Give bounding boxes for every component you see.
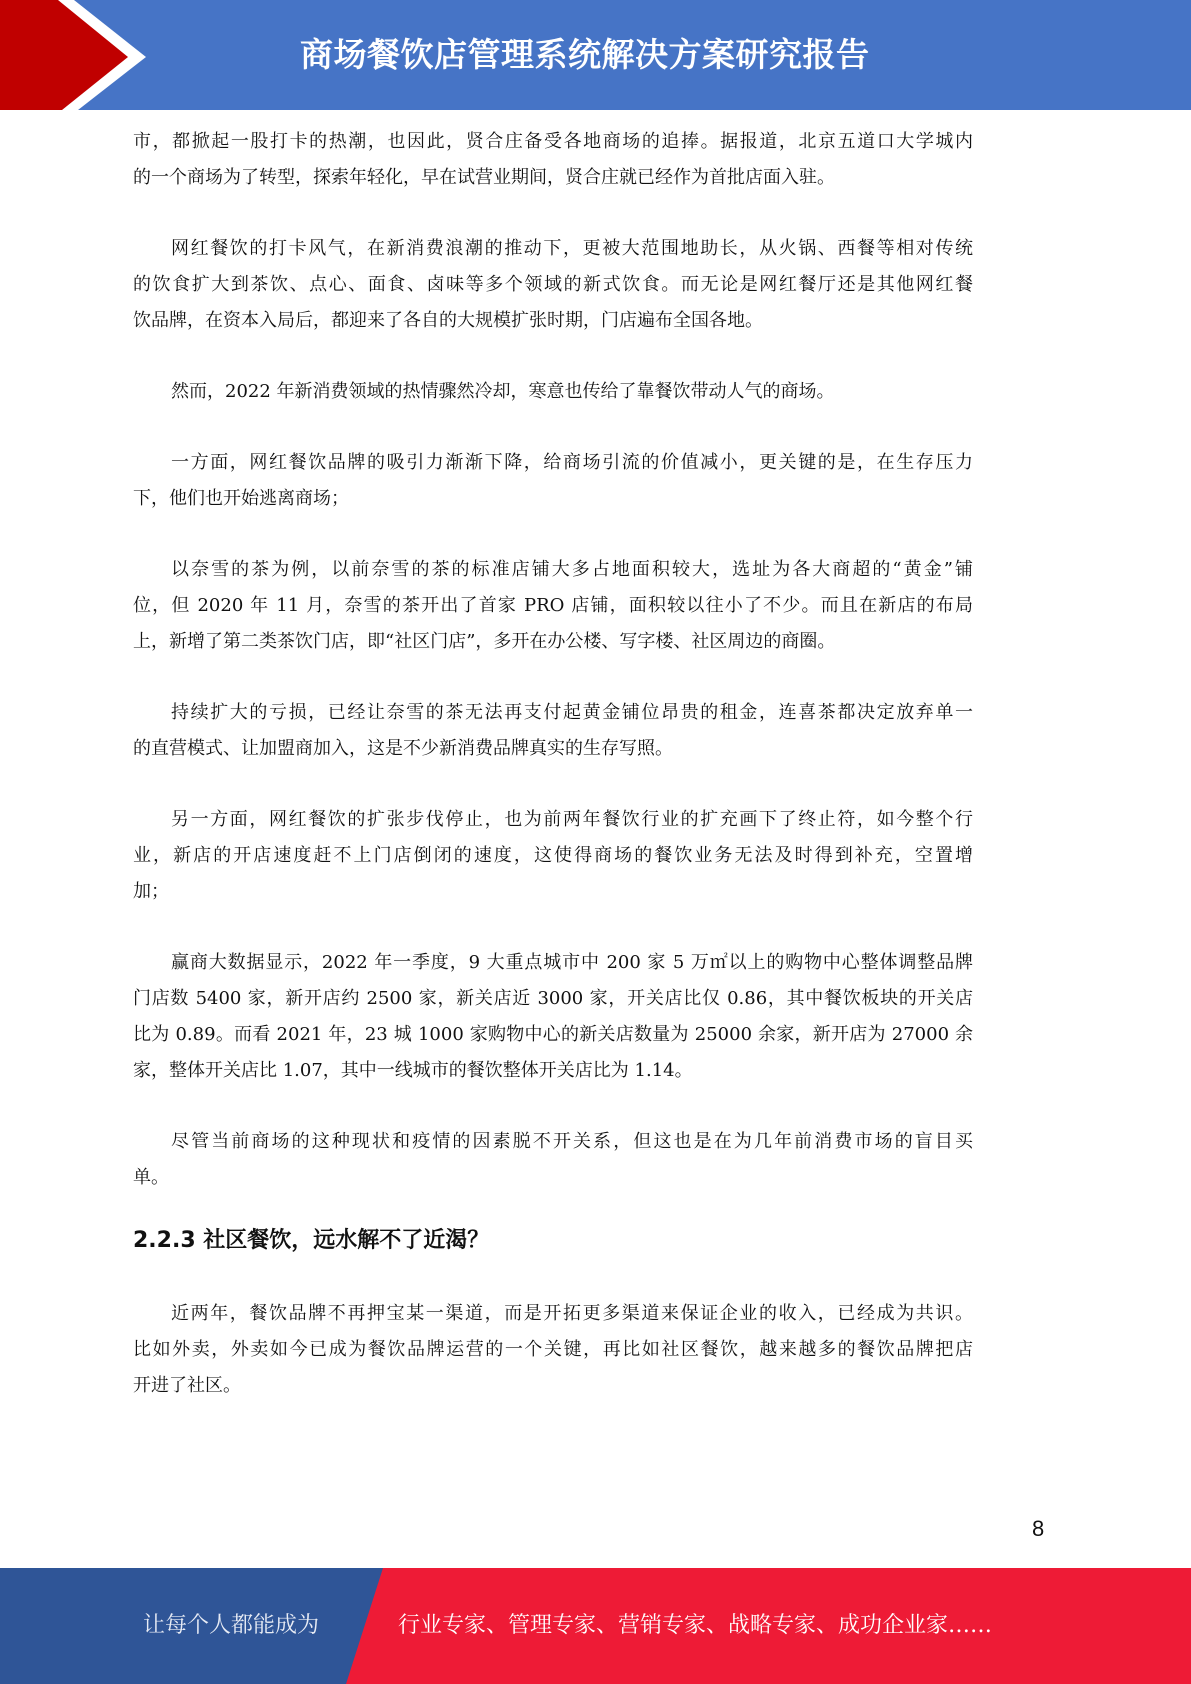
paragraph	[133, 552, 973, 660]
text-line: 加；	[133, 881, 169, 902]
text-line: 的饮食扩大到茶饮、点心、面食、卤味等多个领域的新式饮食。而无论是网红餐厅还是其他网红餐	[133, 274, 973, 295]
paragraph	[133, 695, 973, 767]
paragraph	[133, 231, 973, 339]
text-line: 以奈雪的茶为例，以前奈雪的茶的标准店铺大多占地面积较大，选址为各大商超的“黄金”铺	[171, 559, 973, 580]
paragraph	[133, 445, 973, 517]
text-line: 业，新店的开店速度赶不上门店倒闭的速度，这使得商场的餐饮业务无法及时得到补充，空置增	[133, 845, 973, 866]
paragraph	[133, 1296, 973, 1404]
text-line: 尽管当前商场的这种现状和疫情的因素脱不开关系，但这也是在为几年前消费市场的盲目买	[171, 1131, 973, 1152]
footer-slogan-left: 让每个人都能成为	[143, 1613, 320, 1638]
text-line: 家，整体开关店比 1.07，其中一线城市的餐饮整体开关店比为 1.14。	[133, 1060, 693, 1081]
document-body	[133, 124, 973, 1439]
text-line: 持续扩大的亏损，已经让奈雪的茶无法再支付起黄金铺位昂贵的租金，连喜茶都决定放弃单一	[171, 702, 973, 723]
section-heading: 2.2.3 社区餐饮，远水解不了近渴？	[133, 1228, 490, 1253]
page-footer	[0, 1568, 1191, 1684]
text-line: 的直营模式、让加盟商加入，这是不少新消费品牌真实的生存写照。	[133, 738, 673, 759]
paragraph	[133, 802, 973, 910]
text-line: 的一个商场为了转型，探索年轻化，早在试营业期间，贤合庄就已经作为首批店面入驻。	[133, 167, 835, 188]
page-header	[0, 0, 1191, 110]
paragraph	[133, 374, 973, 410]
paragraph	[133, 1124, 973, 1196]
text-line: 市，都掀起一股打卡的热潮，也因此，贤合庄备受各地商场的追捧。据报道，北京五道口大学城内	[133, 131, 973, 152]
paragraph	[133, 124, 973, 196]
text-line: 开进了社区。	[133, 1375, 241, 1396]
paragraph	[133, 945, 973, 1089]
text-line: 然而，2022 年新消费领域的热情骤然冷却，寒意也传给了靠餐饮带动人气的商场。	[171, 381, 835, 402]
text-line: 网红餐饮的打卡风气，在新消费浪潮的推动下，更被大范围地助长，从火锅、西餐等相对传统	[171, 238, 973, 259]
text-line: 位，但 2020 年 11 月，奈雪的茶开出了首家 PRO 店铺，面积较以往小了不少。而且在新店的布局	[133, 595, 973, 616]
text-line: 另一方面，网红餐饮的扩张步伐停止，也为前两年餐饮行业的扩充画下了终止符，如今整个行	[171, 809, 973, 830]
text-line: 一方面，网红餐饮品牌的吸引力渐渐下降，给商场引流的价值减小，更关键的是，在生存压力	[171, 452, 973, 473]
footer-slogan-right: 行业专家、管理专家、营销专家、战略专家、成功企业家……	[398, 1613, 993, 1638]
text-line: 下，他们也开始逃离商场；	[133, 488, 349, 509]
text-line: 饮品牌，在资本入局后，都迎来了各自的大规模扩张时期，门店遍布全国各地。	[133, 310, 763, 331]
header-title: 商场餐饮店管理系统解决方案研究报告	[300, 35, 870, 74]
text-line: 门店数 5400 家，新开店约 2500 家，新关店近 3000 家，开关店比仅 0.86，其中餐饮板块的开关店	[133, 988, 973, 1009]
text-line: 近两年，餐饮品牌不再押宝某一渠道，而是开拓更多渠道来保证企业的收入，已经成为共识。	[171, 1303, 973, 1324]
header-arrow-decoration	[0, 0, 160, 110]
page-number: 8	[1032, 1516, 1045, 1541]
text-line: 比如外卖，外卖如今已成为餐饮品牌运营的一个关键，再比如社区餐饮，越来越多的餐饮品牌把店	[133, 1339, 973, 1360]
text-line: 比为 0.89。而看 2021 年，23 城 1000 家购物中心的新关店数量为 25000 余家，新开店为 27000 余	[133, 1024, 973, 1045]
text-line: 赢商大数据显示，2022 年一季度，9 大重点城市中 200 家 5 万㎡以上的购物中心整体调整品牌	[171, 952, 973, 973]
text-line: 上，新增了第二类茶饮门店，即“社区门店”，多开在办公楼、写字楼、社区周边的商圈。	[133, 631, 836, 652]
text-line: 单。	[133, 1167, 169, 1188]
